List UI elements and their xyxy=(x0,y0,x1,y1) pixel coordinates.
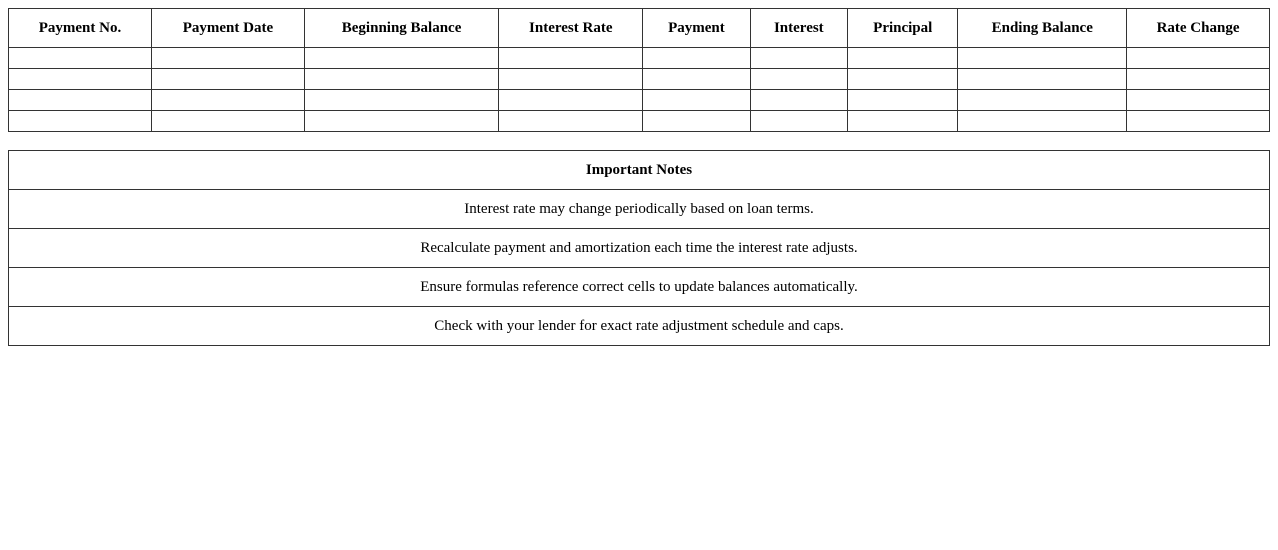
table-cell[interactable] xyxy=(304,69,498,90)
column-header-principal: Principal xyxy=(848,9,958,48)
table-cell[interactable] xyxy=(151,48,304,69)
table-cell[interactable] xyxy=(848,90,958,111)
table-row xyxy=(9,111,1270,132)
table-cell[interactable] xyxy=(958,111,1127,132)
column-header-rate-change: Rate Change xyxy=(1127,9,1270,48)
table-cell[interactable] xyxy=(750,90,847,111)
table-cell[interactable] xyxy=(750,69,847,90)
table-cell[interactable] xyxy=(958,69,1127,90)
note-item: Ensure formulas reference correct cells to update balances automatically. xyxy=(9,268,1270,307)
table-cell[interactable] xyxy=(643,90,750,111)
table-cell[interactable] xyxy=(848,48,958,69)
column-header-payment-date: Payment Date xyxy=(151,9,304,48)
table-cell[interactable] xyxy=(304,111,498,132)
table-cell[interactable] xyxy=(848,69,958,90)
table-cell[interactable] xyxy=(151,90,304,111)
table-cell[interactable] xyxy=(643,48,750,69)
important-notes-table xyxy=(8,150,1270,346)
table-cell[interactable] xyxy=(499,69,643,90)
column-header-beginning-balance: Beginning Balance xyxy=(304,9,498,48)
note-row xyxy=(9,307,1270,346)
table-cell[interactable] xyxy=(643,111,750,132)
table-cell[interactable] xyxy=(499,111,643,132)
notes-header-row xyxy=(9,151,1270,190)
column-header-payment: Payment xyxy=(643,9,750,48)
table-cell[interactable] xyxy=(9,111,152,132)
notes-title: Important Notes xyxy=(9,151,1270,190)
column-header-payment-no: Payment No. xyxy=(9,9,152,48)
table-cell[interactable] xyxy=(750,48,847,69)
table-row xyxy=(9,90,1270,111)
table-cell[interactable] xyxy=(304,90,498,111)
note-item: Check with your lender for exact rate adjustment schedule and caps. xyxy=(9,307,1270,346)
table-cell[interactable] xyxy=(151,69,304,90)
table-cell[interactable] xyxy=(750,111,847,132)
table-cell[interactable] xyxy=(1127,90,1270,111)
table-cell[interactable] xyxy=(958,90,1127,111)
table-row xyxy=(9,48,1270,69)
table-cell[interactable] xyxy=(1127,111,1270,132)
table-cell[interactable] xyxy=(151,111,304,132)
table-cell[interactable] xyxy=(1127,69,1270,90)
note-item: Interest rate may change periodically based on loan terms. xyxy=(9,190,1270,229)
table-cell[interactable] xyxy=(9,90,152,111)
table-cell[interactable] xyxy=(499,90,643,111)
note-row xyxy=(9,190,1270,229)
table-cell[interactable] xyxy=(9,69,152,90)
table-cell[interactable] xyxy=(1127,48,1270,69)
column-header-interest-rate: Interest Rate xyxy=(499,9,643,48)
note-row xyxy=(9,229,1270,268)
table-cell[interactable] xyxy=(643,69,750,90)
table-cell[interactable] xyxy=(958,48,1127,69)
table-cell[interactable] xyxy=(848,111,958,132)
table-cell[interactable] xyxy=(499,48,643,69)
table-row xyxy=(9,69,1270,90)
column-header-ending-balance: Ending Balance xyxy=(958,9,1127,48)
table-header-row xyxy=(9,9,1270,48)
note-row xyxy=(9,268,1270,307)
column-header-interest: Interest xyxy=(750,9,847,48)
note-item: Recalculate payment and amortization each time the interest rate adjusts. xyxy=(9,229,1270,268)
table-cell[interactable] xyxy=(9,48,152,69)
table-cell[interactable] xyxy=(304,48,498,69)
amortization-schedule-table xyxy=(8,8,1270,132)
